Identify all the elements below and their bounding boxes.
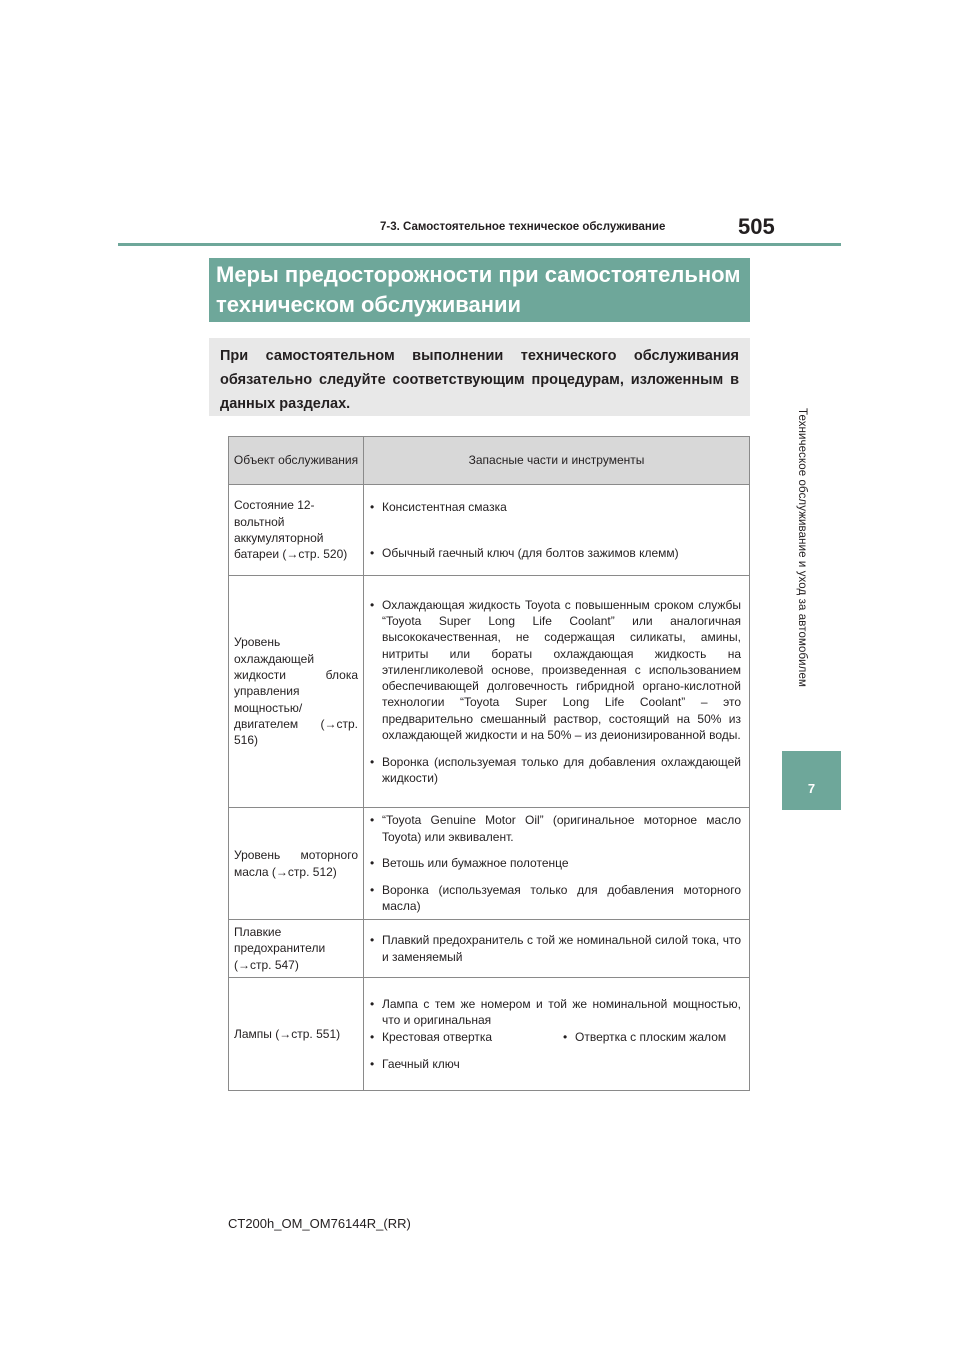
- list-item: • Воронка (используемая только для добавления моторного масла): [369, 882, 741, 915]
- row-object-lamps: Лампы (→стр. 551): [229, 978, 364, 1091]
- list-item: • Обычный гаечный ключ (для болтов зажимов клемм): [369, 545, 741, 561]
- maintenance-parts-table: [228, 436, 750, 1091]
- col-header-object: Объект обслуживания: [229, 437, 364, 485]
- list-item: • Ветошь или бумажное полотенце: [369, 855, 741, 871]
- table-row: [229, 978, 750, 1091]
- row-object-fuses: Плавкие предохранители (→стр. 547): [229, 920, 364, 978]
- chapter-tab-number: 7: [807, 781, 816, 796]
- section-header: 7-3. Самостоятельное техническое обслуживание: [380, 221, 666, 233]
- list-item: • Консистентная смазка: [369, 499, 741, 515]
- col-header-parts: Запасные части и инструменты: [364, 437, 750, 485]
- page-number: 505: [738, 214, 775, 239]
- table-header-row: [229, 437, 750, 485]
- row-parts-battery: [364, 485, 750, 576]
- row-parts-engine-oil: [364, 808, 750, 920]
- header-rule: [118, 243, 841, 246]
- list-item: • Гаечный ключ: [369, 1056, 741, 1072]
- list-item: • Охлаждающая жидкость Toyota с повышенным сроком службы “Toyota Super Long Life Coolant” или аналогичная высококачественная, не содержащая силикаты, амины, нитриты или бораты охлаждающая жидкость на этиленгликолевой основе, произведенная с использованием обеспечивающей долговечность гибридной органо-кислотной технологии “Toyota Super Long Life Coolant” – это предварительно смешанный раствор, состоящий на 50% из охлаждающей жидкости и на 50% – из деионизированной воды.: [369, 597, 741, 744]
- list-item: • Плавкий предохранитель с той же номинальной силой тока, что и заменяемый: [369, 932, 741, 965]
- document-code: CT200h_OM_OM76144R_(RR): [228, 1216, 411, 1231]
- list-item-pair: [369, 1029, 744, 1045]
- list-item: • Отвертка с плоским жалом: [562, 1029, 744, 1045]
- list-item: • Лампа с тем же номером и той же номинальной мощностью, что и оригинальная: [369, 996, 741, 1029]
- intro-text: При самостоятельном выполнении технического обслуживания обязательно следуйте соответствующим процедурам, изложенным в данных разделах.: [209, 338, 750, 416]
- row-parts-coolant: [364, 576, 750, 808]
- table-row: [229, 920, 750, 978]
- row-parts-lamps: [364, 978, 750, 1091]
- page-title: Меры предосторожности при самостоятельном техническом обслуживании: [209, 258, 750, 322]
- row-object-coolant: Уровень охлаждающей жидкости блока управления мощностью/двигателем (→стр. 516): [229, 576, 364, 808]
- table-row: [229, 576, 750, 808]
- chapter-tab[interactable]: [782, 751, 841, 810]
- row-parts-fuses: [364, 920, 750, 978]
- table-row: [229, 808, 750, 920]
- chapter-side-title: Техническое обслуживание и уход за автомобилем: [796, 408, 808, 687]
- table-row: [229, 485, 750, 576]
- list-item: • Крестовая отвертка: [369, 1029, 562, 1045]
- row-object-engine-oil: Уровень моторного масла (→стр. 512): [229, 808, 364, 920]
- list-item: • Воронка (используемая только для добавления охлаждающей жидкости): [369, 754, 741, 787]
- row-object-battery: Состояние 12-вольтной аккумуляторной батареи (→стр. 520): [229, 485, 364, 576]
- list-item: • “Toyota Genuine Motor Oil” (оригинальное моторное масло Toyota) или эквивалент.: [369, 812, 741, 845]
